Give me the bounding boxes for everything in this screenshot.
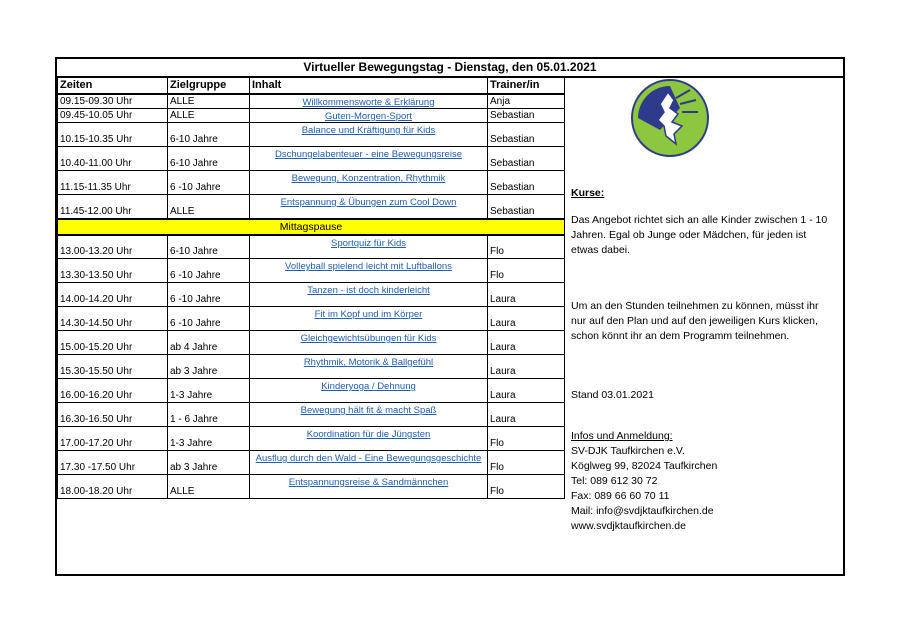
trainer-cell: Sebastian	[488, 195, 565, 219]
table-row	[58, 379, 565, 403]
group-cell: ab 4 Jahre	[168, 331, 250, 355]
table-row	[58, 451, 565, 475]
content-cell	[250, 123, 488, 147]
course-link[interactable]: Entspannung & Übungen zum Cool Down	[280, 197, 457, 208]
table-row	[58, 475, 565, 499]
content-cell	[250, 451, 488, 475]
course-link[interactable]: Volleyball spielend leicht mit Luftballons	[285, 261, 452, 272]
col-header-time: Zeiten	[58, 77, 168, 95]
table-row	[58, 195, 565, 219]
group-cell: 6 -10 Jahre	[168, 307, 250, 331]
table-row	[58, 355, 565, 379]
table-row	[58, 109, 565, 123]
table-row	[58, 331, 565, 355]
table-row	[58, 307, 565, 331]
trainer-cell: Sebastian	[488, 171, 565, 195]
group-cell: ALLE	[168, 94, 250, 109]
content-cell	[250, 379, 488, 403]
table-row	[58, 283, 565, 307]
contact-website: www.svdjktaufkirchen.de	[571, 520, 686, 532]
group-cell: 1 - 6 Jahre	[168, 403, 250, 427]
how-to-text: Um an den Stunden teilnehmen zu können, müsst ihr nur auf den Plan und auf den jeweiligen Kurs klicken, schon könnt ihr an dem Programm teilnehmen.	[571, 300, 819, 342]
group-cell: 6-10 Jahre	[168, 147, 250, 171]
content-cell	[250, 259, 488, 283]
trainer-cell: Anja	[488, 94, 565, 109]
table-row	[58, 235, 565, 259]
trainer-cell: Laura	[488, 307, 565, 331]
schedule-table	[57, 76, 565, 499]
time-cell: 16.00-16.20 Uhr	[58, 379, 168, 403]
content-cell	[250, 475, 488, 499]
content-cell	[250, 283, 488, 307]
group-cell: 6-10 Jahre	[168, 123, 250, 147]
group-cell: 1-3 Jahre	[168, 427, 250, 451]
header-row	[58, 77, 565, 95]
club-logo-icon	[630, 78, 710, 158]
course-link[interactable]: Rhythmik, Motorik & Ballgefühl	[303, 357, 434, 368]
col-header-group: Zielgruppe	[168, 77, 250, 95]
info-panel	[566, 76, 843, 574]
trainer-cell: Sebastian	[488, 123, 565, 147]
group-cell: ALLE	[168, 475, 250, 499]
kurse-heading: Kurse:	[571, 187, 605, 199]
time-cell: 13.00-13.20 Uhr	[58, 235, 168, 259]
schedule-sheet	[55, 57, 845, 576]
trainer-cell: Laura	[488, 403, 565, 427]
contact-heading: Infos und Anmeldung:	[571, 430, 673, 442]
table-row	[58, 427, 565, 451]
group-cell: ALLE	[168, 109, 250, 123]
course-link[interactable]: Dschungelabenteuer - eine Bewegungsreise	[275, 149, 462, 160]
content-cell	[250, 195, 488, 219]
table-row	[58, 147, 565, 171]
col-header-content: Inhalt	[250, 77, 488, 95]
course-link[interactable]: Entspannungsreise & Sandmännchen	[288, 477, 449, 488]
group-cell: 6-10 Jahre	[168, 235, 250, 259]
course-link[interactable]: Sportquiz für Kids	[331, 237, 406, 249]
time-cell: 15.00-15.20 Uhr	[58, 331, 168, 355]
group-cell: ALLE	[168, 195, 250, 219]
trainer-cell: Laura	[488, 379, 565, 403]
group-cell: ab 3 Jahre	[168, 451, 250, 475]
group-cell: 6 -10 Jahre	[168, 259, 250, 283]
time-cell: 14.00-14.20 Uhr	[58, 283, 168, 307]
content-cell	[250, 403, 488, 427]
course-link[interactable]: Kinderyoga / Dehnung	[321, 381, 416, 392]
table-row	[58, 259, 565, 283]
lunch-break-row	[58, 219, 565, 235]
trainer-cell: Laura	[488, 355, 565, 379]
time-cell: 16.30-16.50 Uhr	[58, 403, 168, 427]
course-link[interactable]: Bewegung, Konzentration, Rhythmik	[291, 173, 446, 184]
time-cell: 11.15-11.35 Uhr	[58, 171, 168, 195]
course-link[interactable]: Ausflug durch den Wald - Eine Bewegungsgeschichte	[255, 453, 482, 464]
page-title: Virtueller Bewegungstag - Dienstag, den 05.01.2021	[57, 59, 843, 78]
content-cell	[250, 109, 488, 123]
table-row	[58, 403, 565, 427]
stand-date: Stand 03.01.2021	[571, 389, 654, 401]
table-row	[58, 94, 565, 109]
course-link[interactable]: Tanzen - ist doch kinderleicht	[307, 285, 430, 296]
lunch-break-label: Mittagspause	[58, 219, 565, 235]
course-link[interactable]: Guten-Morgen-Sport	[324, 111, 413, 122]
time-cell: 18.00-18.20 Uhr	[58, 475, 168, 499]
group-cell: ab 3 Jahre	[168, 355, 250, 379]
contact-email: Mail: info@svdjktaufkirchen.de	[571, 505, 714, 517]
group-cell: 1-3 Jahre	[168, 379, 250, 403]
course-link[interactable]: Willkommensworte & Erklärung	[302, 97, 435, 108]
contact-block: Infos und Anmeldung: SV-DJK Taufkirchen e.V. Köglweg 99, 82024 Taufkirchen Tel: 089 612 30 72 Fax: 089 66 60 70 11 Mail: info@svdjktaufkirchen.de www.svdjktaufkirchen.de	[571, 430, 718, 532]
trainer-cell: Flo	[488, 259, 565, 283]
content-cell	[250, 427, 488, 451]
time-cell: 09.15-09.30 Uhr	[58, 94, 168, 109]
kurse-text: Das Angebot richtet sich an alle Kinder zwischen 1 - 10 Jahren. Egal ob Junge oder Mädchen, für jeden ist etwas dabei.	[571, 214, 828, 256]
content-cell	[250, 171, 488, 195]
trainer-cell: Flo	[488, 235, 565, 259]
course-link[interactable]: Koordination für die Jüngsten	[306, 429, 431, 440]
time-cell: 10.15-10.35 Uhr	[58, 123, 168, 147]
content-cell	[250, 94, 488, 109]
time-cell: 13.30-13.50 Uhr	[58, 259, 168, 283]
table-row	[58, 171, 565, 195]
group-cell: 6 -10 Jahre	[168, 283, 250, 307]
course-link[interactable]: Gleichgewichtsübungen für Kids	[300, 333, 437, 344]
trainer-cell: Sebastian	[488, 109, 565, 123]
col-header-trainer: Trainer/in	[488, 77, 565, 95]
trainer-cell: Flo	[488, 427, 565, 451]
content-cell	[250, 307, 488, 331]
content-cell	[250, 147, 488, 171]
time-cell: 15.30-15.50 Uhr	[58, 355, 168, 379]
table-row	[58, 123, 565, 147]
time-cell: 14.30-14.50 Uhr	[58, 307, 168, 331]
time-cell: 10.40-11.00 Uhr	[58, 147, 168, 171]
trainer-cell: Flo	[488, 475, 565, 499]
trainer-cell: Sebastian	[488, 147, 565, 171]
time-cell: 17.00-17.20 Uhr	[58, 427, 168, 451]
course-link[interactable]: Fit im Kopf und im Körper	[314, 309, 423, 320]
course-link[interactable]: Balance und Kräftigung für Kids	[301, 125, 436, 136]
trainer-cell: Laura	[488, 283, 565, 307]
content-cell	[250, 235, 488, 259]
course-link[interactable]: Bewegung hält fit & macht Spaß	[300, 405, 437, 416]
time-cell: 11.45-12.00 Uhr	[58, 195, 168, 219]
trainer-cell: Laura	[488, 331, 565, 355]
time-cell: 09.45-10.05 Uhr	[58, 109, 168, 123]
time-cell: 17.30 -17.50 Uhr	[58, 451, 168, 475]
content-cell	[250, 331, 488, 355]
trainer-cell: Flo	[488, 451, 565, 475]
content-cell	[250, 355, 488, 379]
group-cell: 6 -10 Jahre	[168, 171, 250, 195]
